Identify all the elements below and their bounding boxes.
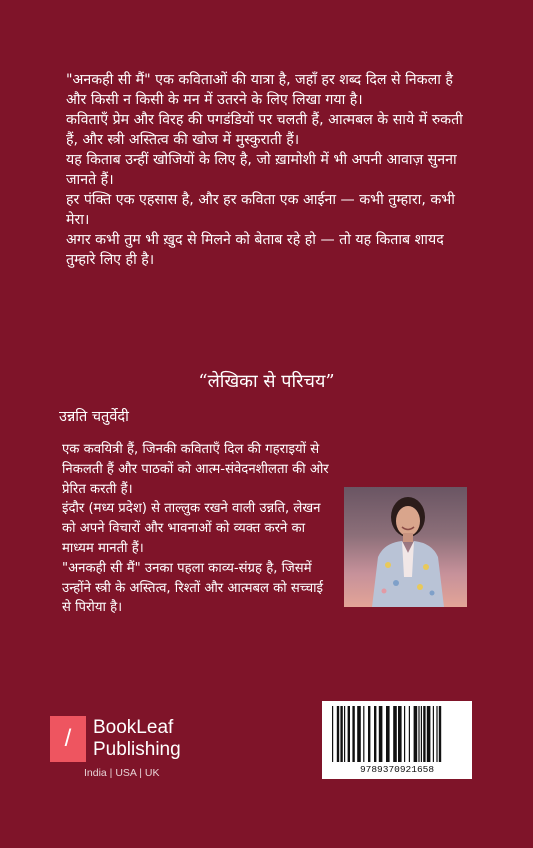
blurb-paragraph: अगर कभी तुम भी ख़ुद से मिलने को बेताब रहे हो — तो यह किताब शायद तुम्हारे लिए ही है। [66,232,444,268]
logo-slash-glyph: / [64,725,72,752]
barcode-bar [393,706,397,762]
author-bio [62,440,334,618]
barcode-bar [332,706,333,762]
barcode-bar [409,706,410,762]
barcode-bar [357,706,361,762]
publisher-name-line2: Publishing [93,739,181,760]
barcode-bar [337,706,339,762]
bio-paragraph: "अनकही सी मैं" उनका पहला काव्य-संग्रह है, जिसमें उन्होंने स्त्री के अस्तित्व, रिश्तों और आत्मबल को सच्चाई से पिरोया है। [62,560,324,616]
author-photo [344,487,467,607]
blurb-paragraph: यह किताब उन्हीं खोजियों के लिए है, जो ख़ामोशी में भी अपनी आवाज़ सुनना जानते हैं। [66,152,457,188]
publisher-regions: India | USA | UK [84,767,160,779]
publisher-name-line1: BookLeaf [93,717,174,738]
barcode-bar [427,706,431,762]
barcode-bar [398,706,402,762]
isbn-number: 9789370921658 [359,764,435,775]
barcode-bar [421,706,422,762]
barcode-bar [352,706,354,762]
barcode-bar [439,706,441,762]
publisher-logo [50,716,210,766]
barcode-bar [433,706,434,762]
blurb-paragraph: हर पंक्ति एक एहसास है, और हर कविता एक आईना — कभी तुम्हारा, कभी मेरा। [66,192,455,228]
blurb-paragraph: "अनकही सी मैं" एक कविताओं की यात्रा है, जहाँ हर शब्द दिल से निकला है और किसी न किसी के मन में उतरने के लिए लिखा गया है। [66,72,453,108]
barcode-bar [414,706,418,762]
barcode-bar [340,706,342,762]
barcode-bar [363,706,364,762]
barcode-bar [344,706,345,762]
barcode-bar [436,706,437,762]
barcode-bar [374,706,376,762]
barcode-bars [330,706,464,764]
barcode-bar [418,706,419,762]
barcode-bar [386,706,390,762]
back-cover-blurb [66,70,476,270]
barcode-bar [348,706,350,762]
author-portrait-illustration [344,487,467,607]
barcode-bar [379,706,383,762]
bio-paragraph: इंदौर (मध्य प्रदेश) से ताल्लुक रखने वाली उन्नति, लेखन को अपने विचारों और भावनाओं को व्यक्त करने का माध्यम मानती हैं। [62,501,321,556]
about-author-heading: “लेखिका से परिचय” [198,371,335,392]
bio-paragraph: एक कवयित्री हैं, जिनकी कविताएँ दिल की गहराइयों से निकलती हैं और पाठकों को आत्म-संवेदनशीलता की ओर प्रेरित करती हैं। [62,442,329,497]
isbn-barcode [322,701,472,779]
barcode-bar [423,706,425,762]
barcode-bar [404,706,405,762]
barcode-bar [368,706,370,762]
author-name: उन्नति चतुर्वेदी [59,409,129,425]
blurb-paragraph: कविताएँ प्रेम और विरह की पगडंडियों पर चलती हैं, आत्मबल के साये में रुकती हैं, और स्त्री अस्तित्व की खोज में मुस्कुराती हैं। [66,112,463,148]
